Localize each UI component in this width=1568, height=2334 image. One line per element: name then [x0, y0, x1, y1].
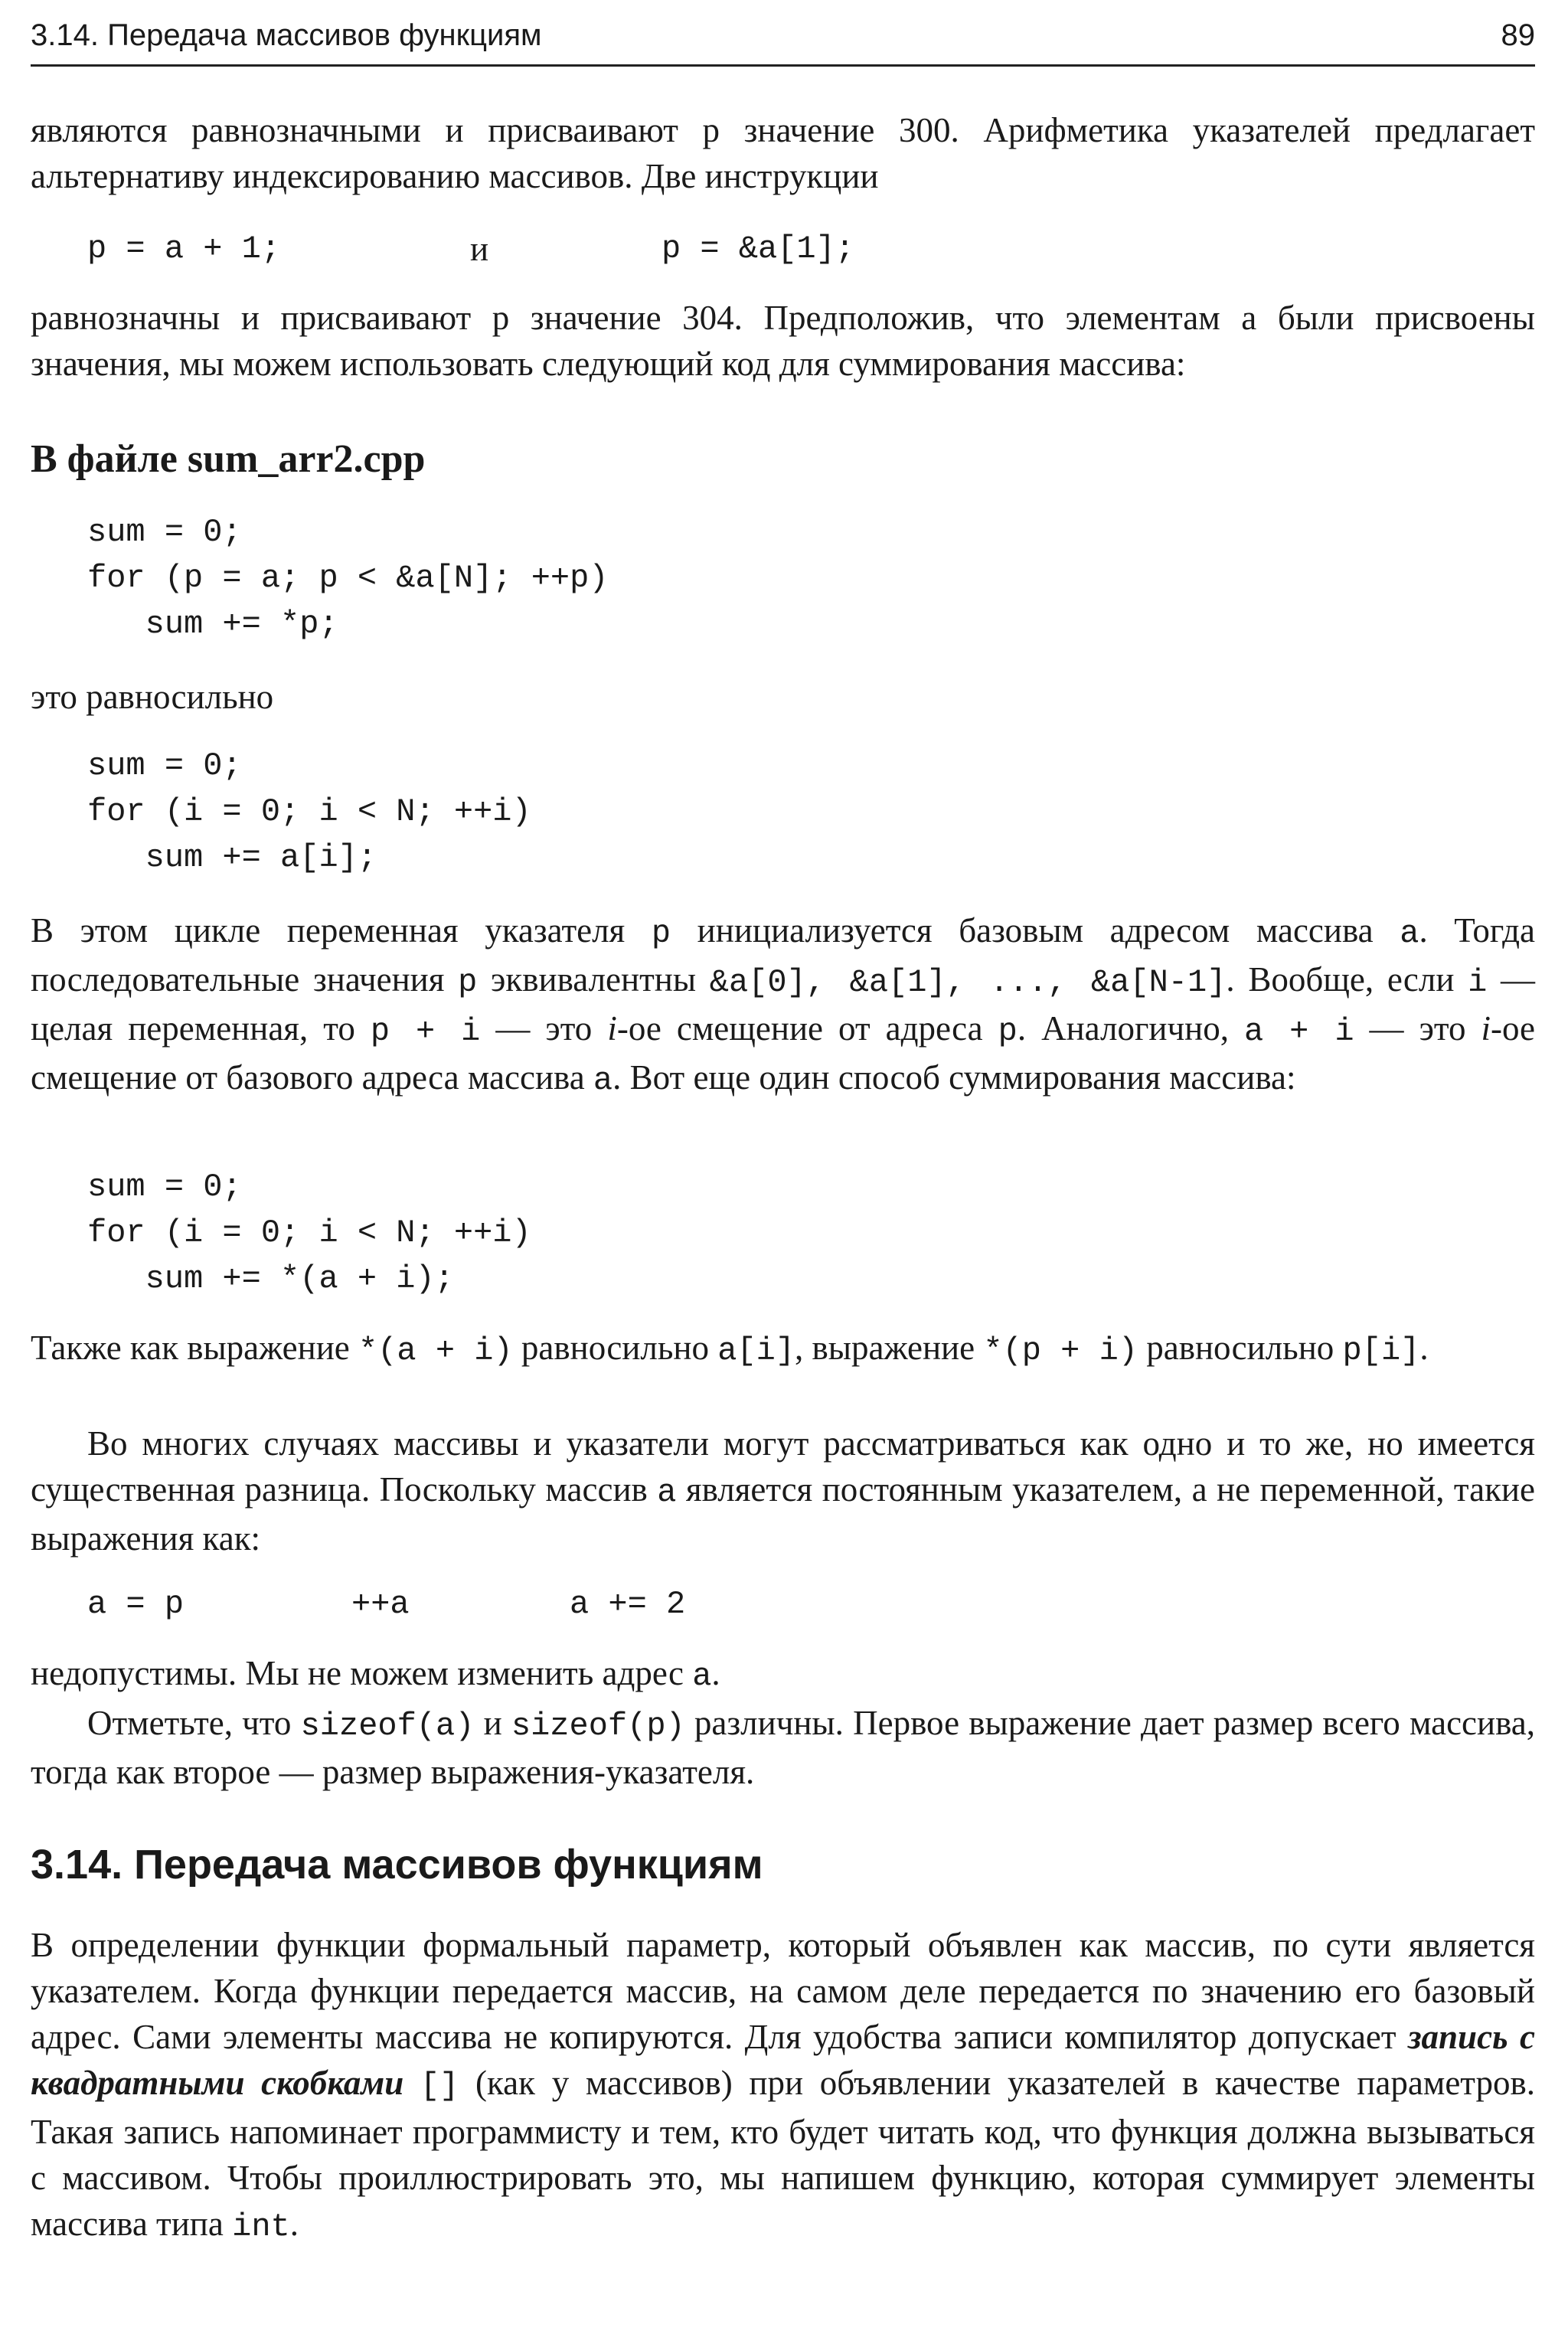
paragraph-loop-explanation: В этом цикле переменная указателя p инициализуется базовым адресом массива a. Тогда последовательные значения p эквивалентны &a[0], &a[1], ..., &a[N-1]. Вообще, если i — целая переменная, то p + i — это i-ое смещение от адреса p. Аналогично, a + i — это i-ое смещение от базового адреса массива a. Вот еще один способ суммирования массива: — [31, 911, 1536, 1099]
code-block-sum-offset — [87, 1164, 531, 1302]
code-line: for (i = 0; i < N; ++i) — [87, 1214, 531, 1251]
code-block-sum-pointer — [87, 509, 609, 647]
code-expression-left: p = a + 1; — [87, 230, 281, 267]
code-equivalent-instructions — [87, 226, 1006, 272]
conjunction-text: и — [470, 230, 489, 268]
paragraph-invalid: недопустимы. Мы не можем изменить адрес a. — [31, 1654, 720, 1695]
code-line: sum = 0; — [87, 514, 242, 551]
code-invalid-expressions — [87, 1581, 1006, 1627]
paragraph-equivalent-304: равнозначны и присваивают p значение 304. Предположив, что элементам a были присвоены значения, мы можем использовать следующий код для суммирования массива: — [31, 299, 1535, 383]
paragraph-expression-equivalence: Также как выражение *(a + i) равносильно a[i], выражение *(p + i) равносильно p[i]. — [31, 1329, 1429, 1369]
code-line: sum += *p; — [87, 606, 338, 642]
file-heading: В файле sum_arr2.cpp — [31, 437, 426, 481]
code-line: for (i = 0; i < N; ++i) — [87, 793, 531, 830]
code-line: sum += a[i]; — [87, 839, 377, 876]
section-heading: 3.14. Передача массивов функциям — [31, 1842, 763, 1888]
code-line: sum = 0; — [87, 1169, 242, 1205]
code-line: sum += *(a + i); — [87, 1260, 454, 1297]
code-expression: a += 2 — [570, 1586, 686, 1623]
paragraph-pointer-arithmetic: являются равнозначными и присваивают p значение 300. Арифметика указателей предлагает альтернативу индексированию массивов. Две инструкции — [31, 111, 1535, 195]
code-block-sum-index — [87, 743, 531, 881]
running-header-title: 3.14. Передача массивов функциям — [31, 18, 542, 52]
code-expression-right: p = &a[1]; — [662, 230, 855, 267]
paragraph-arrays-vs-pointers: Во многих случаях массивы и указатели могут рассматриваться как одно и то же, но имеется существенная разница. Поскольку массив a является постоянным указателем, а не переменной, такие выражения как: — [31, 1424, 1535, 1558]
code-line: sum = 0; — [87, 747, 242, 784]
paragraph-passing-arrays: В определении функции формальный параметр, который объявлен как массив, по сути является указателем. Когда функции передается массив, на самом деле передается по значению его базовый адрес. Сами элементы массива не копируются. Для удобства записи компилятор допускает запись с квадратными скобками [] (как у массивов) при объявлении указателей в качестве параметров. Такая запись напоминает программисту и тем, кто будет читать код, что функция должна вызываться с массивом. Чтобы проиллюстрировать это, мы напишем функцию, которая суммирует элементы массива типа int. — [31, 1926, 1535, 2245]
code-line: for (p = a; p < &a[N]; ++p) — [87, 560, 609, 597]
paragraph-sizeof: Отметьте, что sizeof(a) и sizeof(p) различны. Первое выражение дает размер всего массива, тогда как второе — размер выражения-указателя. — [31, 1704, 1535, 1791]
page-number: 89 — [1501, 18, 1535, 52]
paragraph-equivalent: это равносильно — [31, 678, 274, 716]
code-expression: ++a — [351, 1586, 410, 1623]
code-expression: a = p — [87, 1586, 185, 1623]
running-header — [31, 11, 1535, 67]
